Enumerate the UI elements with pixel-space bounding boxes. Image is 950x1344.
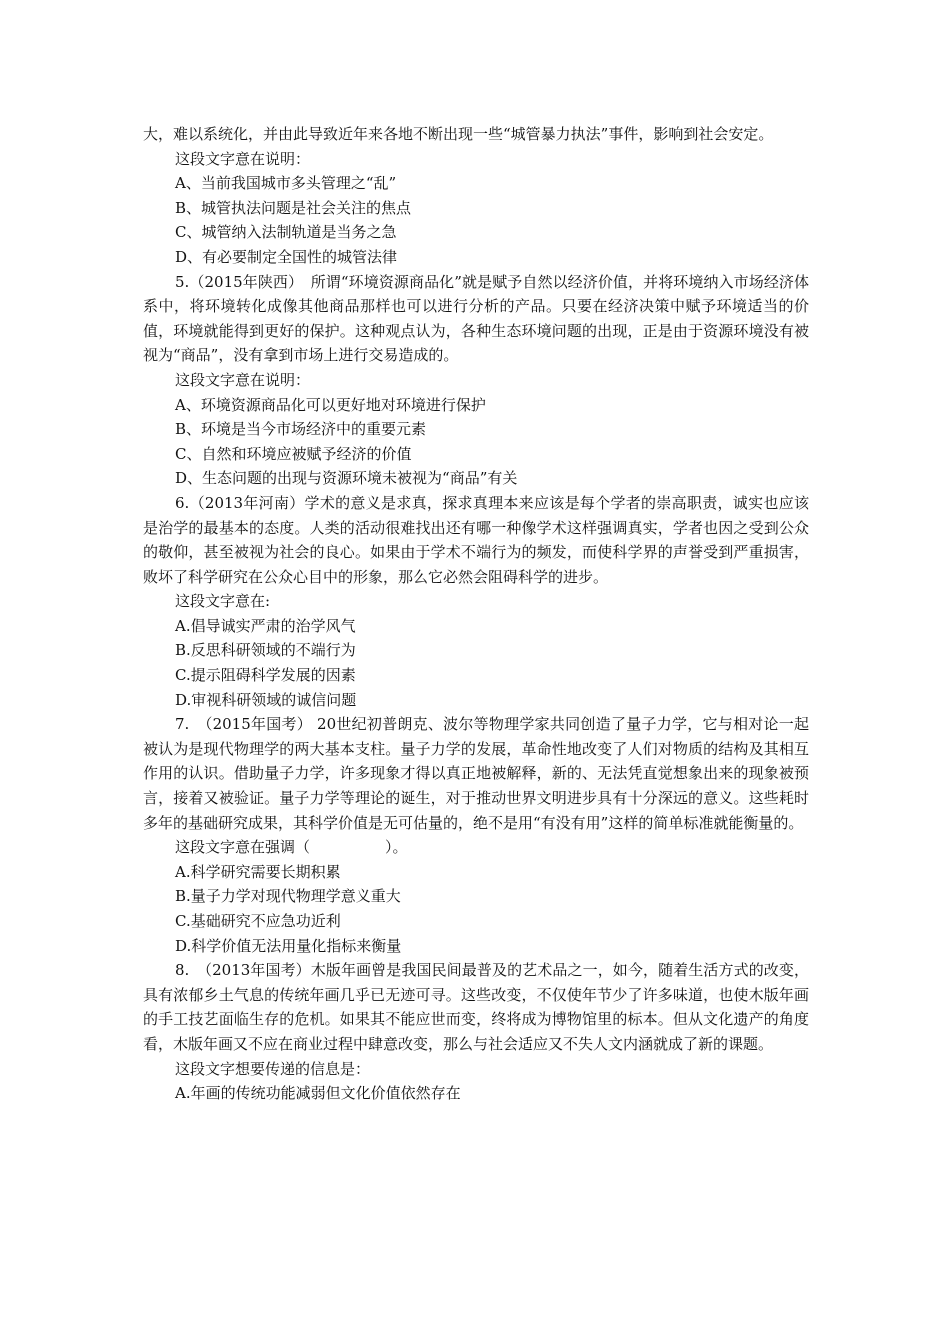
q7-paragraph: 7. （2015年国考） 20世纪初普朗克、波尔等物理学家共同创造了量子力学，它与相对论一起被认为是现代物理学的两大基本支柱。量子力学的发展，革命性地改变了人们对物质的结构及其相互作用的认识。借助量子力学，许多现象才得以真正地被解释，新的、无法凭直觉想象出来的现象被预言，接着又被验证。量子力学等理论的诞生，对于推动世界文明进步具有十分深远的意义。这些耗时多年的基础研究成果，其科学价值是无可估量的，绝不是用“有没有用”这样的简单标准就能衡量的。 xyxy=(143,715,809,832)
q7-option-d: D.科学价值无法用量化指标来衡量 xyxy=(175,936,402,955)
q5-stem: 这段文字意在说明： xyxy=(175,370,311,389)
q7-stem: 这段文字意在强调（ ）。 xyxy=(175,838,408,857)
q8-paragraph: 8. （2013年国考）木版年画曾是我国民间最普及的艺术品之一，如今，随着生活方式的改变，具有浓郁乡土气息的传统年画几乎已无迹可寻。这些改变，不仅使年节少了许多味道，也使木版年画的手工技艺面临生存的危机。如果其不能应世而变，终将成为博物馆里的标本。但从文化遗产的角度看，木版年画又不应在商业过程中肆意改变，那么与社会适应又不失人文内涵就成了新的课题。 xyxy=(143,961,809,1053)
q5-option-b: B、环境是当今市场经济中的重要元素 xyxy=(175,420,427,439)
q4-option-a: A、当前我国城市多头管理之“乱” xyxy=(175,174,397,193)
q5-option-d: D、生态问题的出现与资源环境未被视为“商品”有关 xyxy=(175,469,518,488)
q6-option-a: A.倡导诚实严肃的治学风气 xyxy=(175,616,356,635)
document-body xyxy=(143,122,809,1106)
q6-option-c: C.提示阻碍科学发展的因素 xyxy=(175,666,356,685)
q4-option-b: B、城管执法问题是社会关注的焦点 xyxy=(175,198,412,217)
q6-option-b: B.反思科研领域的不端行为 xyxy=(175,641,356,660)
q6-stem: 这段文字意在: xyxy=(175,592,271,611)
q6-option-d: D.审视科研领域的诚信问题 xyxy=(175,690,357,709)
q8-option-a: A.年画的传统功能减弱但文化价值依然存在 xyxy=(175,1084,461,1103)
q5-option-c: C、自然和环境应被赋予经济的价值 xyxy=(175,444,412,463)
q8-stem: 这段文字想要传递的信息是： xyxy=(175,1059,371,1078)
q7-option-b: B.量子力学对现代物理学意义重大 xyxy=(175,887,401,906)
q6-paragraph: 6.（2013年河南）学术的意义是求真，探求真理本来应该是每个学者的崇高职责，诚实也应该是治学的最基本的态度。人类的活动很难找出还有哪一种像学术这样强调真实，学者也因之受到公众的敬仰，甚至被视为社会的良心。如果由于学术不端行为的频发，而使科学界的声誉受到严重损害，败坏了科学研究在公众心目中的形象，那么它必然会阻碍科学的进步。 xyxy=(143,493,809,586)
q4-option-d: D、有必要制定全国性的城管法律 xyxy=(175,247,398,266)
intro-paragraph: 大，难以系统化，并由此导致近年来各地不断出现一些“城管暴力执法”事件，影响到社会安定。 xyxy=(143,125,774,143)
q5-option-a: A、环境资源商品化可以更好地对环境进行保护 xyxy=(175,395,486,414)
q4-option-c: C、城管纳入法制轨道是当务之急 xyxy=(175,223,397,242)
q7-option-c: C.基础研究不应急功近利 xyxy=(175,912,341,930)
q4-stem: 这段文字意在说明： xyxy=(175,149,311,168)
q7-option-a: A.科学研究需要长期积累 xyxy=(175,862,341,881)
q5-paragraph: 5.（2015年陕西） 所谓“环境资源商品化”就是赋予自然以经济价值，并将环境纳入市场经济体系中，将环境转化成像其他商品那样也可以进行分析的产品。只要在经济决策中赋予环境适当的价值，环境就能得到更好的保护。这种观点认为，各种生态环境问题的出现，正是由于资源环境没有被视为“商品”，没有拿到市场上进行交易造成的。 xyxy=(143,272,809,365)
